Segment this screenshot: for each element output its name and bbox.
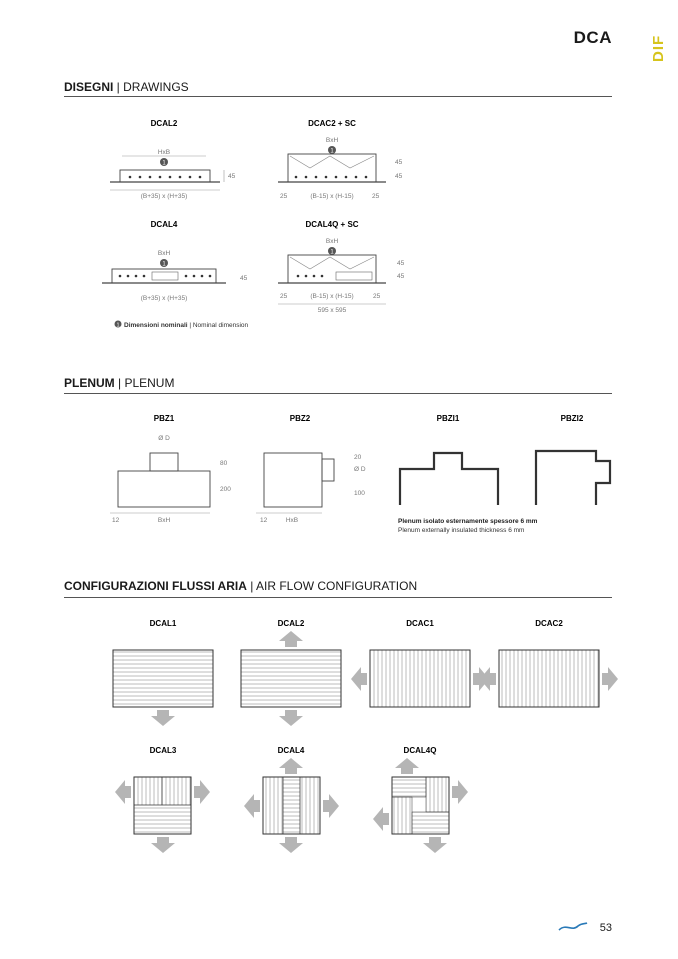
svg-text:(B+35) x (H+35): (B+35) x (H+35)	[140, 295, 188, 302]
section-title-drawings: DISEGNI | DRAWINGS	[64, 80, 189, 94]
svg-text:45: 45	[397, 260, 405, 267]
svg-text:25: 25	[373, 293, 381, 300]
svg-text:HxB: HxB	[285, 517, 299, 524]
section-title-airflow: CONFIGURAZIONI FLUSSI ARIA | AIR FLOW CONFIGURATION	[64, 579, 418, 593]
svg-text:595 x 595: 595 x 595	[317, 307, 347, 314]
product-code: DCA	[573, 28, 612, 47]
svg-text:(B-15) x (H-15): (B-15) x (H-15)	[310, 293, 354, 300]
svg-text:45: 45	[395, 159, 403, 166]
svg-text:80: 80	[220, 460, 228, 467]
svg-text:Ø D: Ø D	[354, 466, 366, 473]
svg-text:DCAL4Q: DCAL4Q	[403, 746, 437, 755]
dcac2sc-label: DCAC2 + SC	[308, 119, 356, 128]
svg-text:25: 25	[280, 193, 288, 200]
svg-text:DCAL3: DCAL3	[149, 746, 177, 755]
svg-text:PBZI1: PBZI1	[436, 414, 460, 423]
svg-text:1: 1	[330, 249, 334, 256]
svg-text:Plenum isolato esternamente sp: Plenum isolato esternamente spessore 6 mm	[398, 518, 538, 525]
section-title-plenum: PLENUM | PLENUM	[64, 376, 175, 390]
svg-text:12: 12	[260, 517, 268, 524]
svg-text:25: 25	[280, 293, 288, 300]
svg-text:DCAL4: DCAL4	[277, 746, 305, 755]
svg-text:45: 45	[240, 275, 248, 282]
svg-text:1: 1	[330, 148, 334, 155]
divider	[64, 597, 612, 598]
svg-text:PBZ2: PBZ2	[289, 414, 311, 423]
svg-text:BxH: BxH	[325, 137, 339, 144]
svg-text:DCAC2: DCAC2	[535, 619, 563, 628]
svg-text:DCAL1: DCAL1	[149, 619, 177, 628]
dcal4qsc-label: DCAL4Q + SC	[305, 220, 359, 229]
svg-text:12: 12	[112, 517, 120, 524]
svg-text:(B-15) x (H-15): (B-15) x (H-15)	[310, 193, 354, 200]
divider	[64, 96, 612, 97]
svg-text:20: 20	[354, 454, 362, 461]
svg-text:(B+35) x (H+35): (B+35) x (H+35)	[140, 193, 188, 200]
svg-text:HxB: HxB	[157, 149, 171, 156]
plenum-figure	[100, 405, 620, 540]
svg-text:100: 100	[354, 490, 365, 497]
section-side-tab: DIF	[650, 34, 667, 62]
svg-text:Dimensioni nominali | Nominal: Dimensioni nominali | Nominal dimension	[124, 322, 249, 329]
svg-text:BxH: BxH	[157, 517, 171, 524]
svg-text:DCAL2: DCAL2	[277, 619, 305, 628]
svg-text:1: 1	[116, 322, 120, 329]
svg-text:1: 1	[162, 160, 166, 167]
dcal2-label: DCAL2	[150, 119, 178, 128]
svg-text:Ø D: Ø D	[158, 435, 170, 442]
page-number: 53	[599, 922, 612, 934]
svg-text:200: 200	[220, 486, 231, 493]
svg-text:BxH: BxH	[325, 238, 339, 245]
svg-text:Plenum externally insulated th: Plenum externally insulated thickness 6 mm	[398, 527, 525, 534]
svg-text:PBZI2: PBZI2	[560, 414, 584, 423]
brand-logo-icon	[558, 921, 588, 933]
svg-text:BxH: BxH	[157, 250, 171, 257]
svg-text:45: 45	[395, 173, 403, 180]
drawings-figure	[90, 110, 420, 340]
svg-text:45: 45	[228, 173, 236, 180]
svg-text:PBZ1: PBZ1	[153, 414, 175, 423]
svg-text:DCAC1: DCAC1	[406, 619, 434, 628]
dcal4-label: DCAL4	[150, 220, 178, 229]
airflow-figure	[100, 610, 620, 860]
svg-text:1: 1	[162, 261, 166, 268]
divider	[64, 393, 612, 394]
svg-text:45: 45	[397, 273, 405, 280]
svg-text:25: 25	[372, 193, 380, 200]
